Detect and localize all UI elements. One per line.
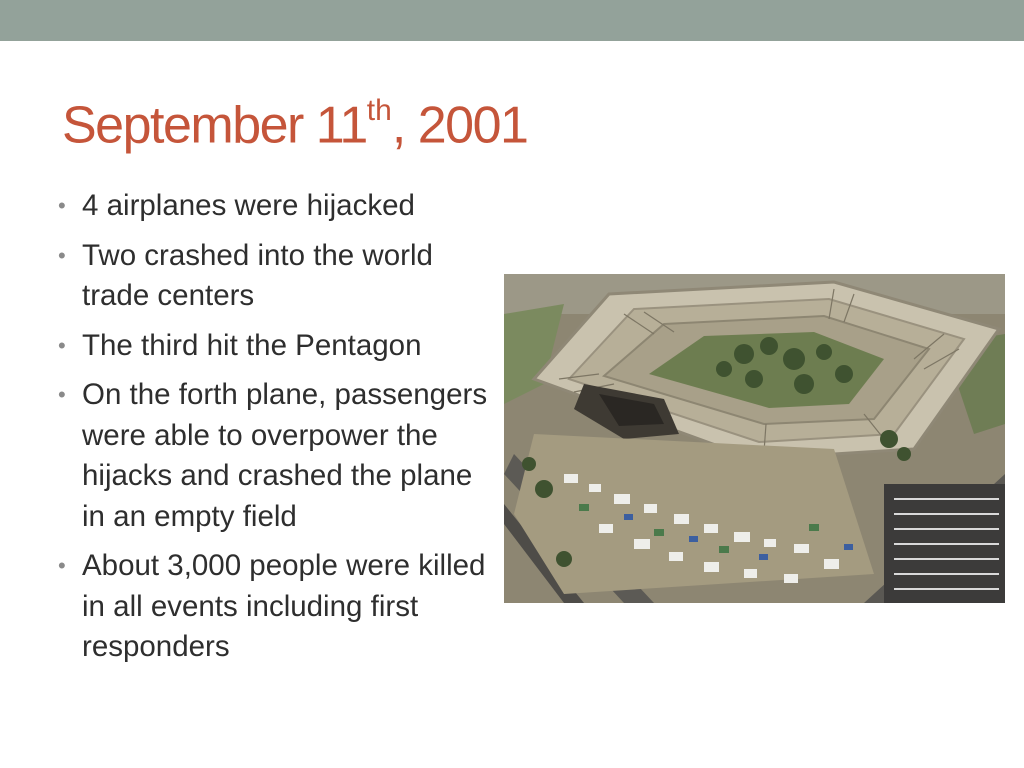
bullet-text: On the forth plane, passengers were able to overpower the hijacks and crashed the plane in an empty field (82, 378, 488, 533)
bullet-text: Two crashed into the world trade centers (82, 238, 433, 312)
pentagon-photo-illustration (504, 274, 1005, 603)
bullet-icon: • (58, 242, 66, 268)
bullet-text: 4 airplanes were hijacked (82, 189, 415, 222)
bullet-item (58, 546, 488, 668)
bullet-item (58, 186, 488, 227)
slide-title (62, 84, 527, 156)
title-main: September 11 (62, 96, 367, 155)
bullet-list (58, 186, 488, 677)
bullet-icon: • (58, 193, 66, 218)
bullet-item (58, 236, 488, 317)
bullet-icon: • (58, 332, 66, 358)
bullet-icon: • (58, 382, 66, 407)
top-accent-bar (0, 0, 1024, 41)
title-superscript: th (366, 94, 392, 127)
bullet-item (58, 375, 488, 537)
bullet-item (58, 326, 488, 367)
title-tail: , 2001 (391, 96, 528, 155)
pentagon-aerial-photo (504, 274, 1005, 603)
bullet-text: The third hit the Pentagon (82, 328, 422, 362)
bullet-icon: • (58, 553, 66, 578)
bullet-text: About 3,000 people were killed in all events including first responders (82, 549, 486, 663)
